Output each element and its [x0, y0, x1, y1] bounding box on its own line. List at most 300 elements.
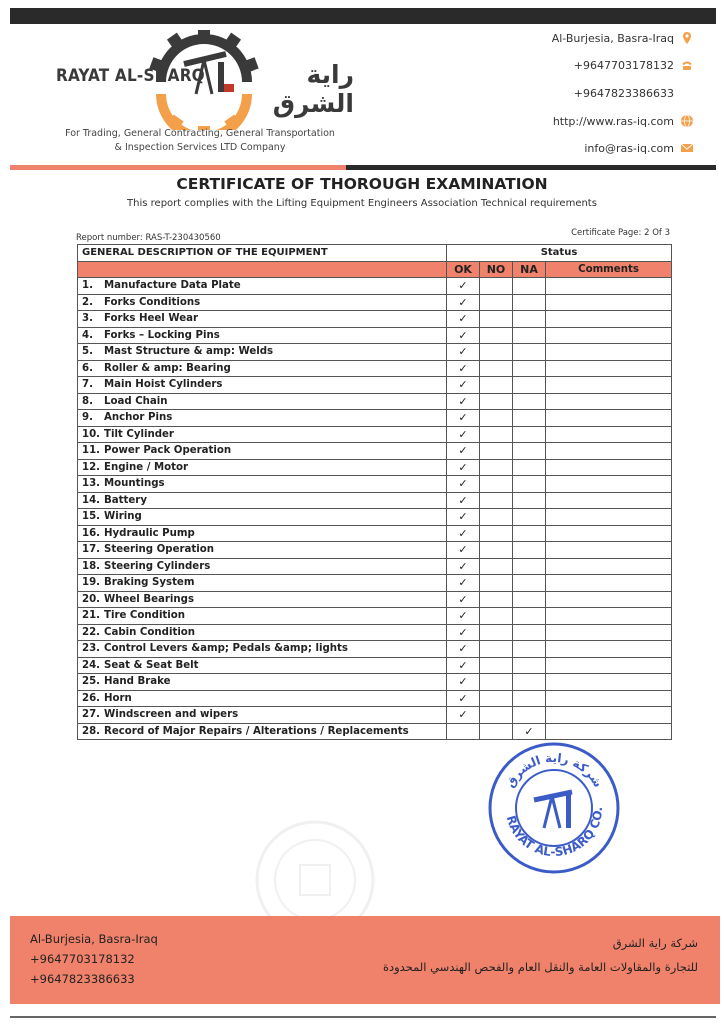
item-label: Hydraulic Pump	[104, 527, 195, 539]
check-mark-icon: ✓	[458, 394, 468, 408]
header-status: Status	[447, 245, 672, 262]
status-cell-na	[513, 690, 546, 707]
status-cell-na	[513, 558, 546, 575]
item-label: Tire Condition	[104, 610, 186, 622]
item-label: Cabin Condition	[104, 626, 196, 638]
status-cell-na	[513, 476, 546, 493]
check-mark-icon: ✓	[458, 411, 468, 425]
item-number: 3.	[82, 313, 93, 325]
column-ok: OK	[447, 261, 480, 278]
footer-band	[10, 916, 720, 1004]
table-header-row	[78, 245, 672, 262]
check-mark-icon: ✓	[458, 493, 468, 507]
check-mark-icon: ✓	[458, 658, 468, 672]
status-cell-ok	[447, 459, 480, 476]
column-na: NA	[513, 261, 546, 278]
item-description	[78, 344, 447, 361]
company-line-2: & Inspection Services LTD Company	[114, 142, 286, 153]
bottom-rule	[10, 1016, 716, 1018]
item-description	[78, 575, 447, 592]
check-mark-icon: ✓	[458, 675, 468, 689]
item-description	[78, 509, 447, 526]
footer-company-arabic: شركة راية الشرق	[612, 936, 698, 950]
status-cell-ok	[447, 509, 480, 526]
item-description	[78, 294, 447, 311]
item-number: 16.	[82, 527, 101, 539]
check-mark-icon: ✓	[458, 559, 468, 573]
item-label: Main Hoist Cylinders	[104, 379, 223, 391]
status-cell-na	[513, 591, 546, 608]
item-description	[78, 393, 447, 410]
item-number: 2.	[82, 296, 93, 308]
item-number: 17.	[82, 544, 101, 556]
status-cell-ok	[447, 443, 480, 460]
item-label: Control Levers &amp; Pedals &amp; lights	[104, 643, 348, 655]
status-cell-na	[513, 377, 546, 394]
item-description	[78, 690, 447, 707]
status-cell-na	[513, 327, 546, 344]
comment-cell	[546, 509, 672, 526]
table-row	[78, 443, 672, 460]
item-number: 1.	[82, 280, 93, 292]
comment-cell	[546, 608, 672, 625]
check-mark-icon: ✓	[458, 691, 468, 705]
status-cell-no	[480, 624, 513, 641]
certificate-subtitle: This report complies with the Lifting Equipment Engineers Association Technical requirements	[127, 198, 597, 209]
item-label: Engine / Motor	[104, 461, 189, 473]
status-cell-na	[513, 624, 546, 641]
status-cell-ok	[447, 344, 480, 361]
item-label: Wheel Bearings	[104, 593, 195, 605]
status-cell-na	[513, 410, 546, 427]
status-cell-ok	[447, 690, 480, 707]
item-label: Power Pack Operation	[104, 445, 232, 457]
status-cell-na	[513, 641, 546, 658]
header-description: GENERAL DESCRIPTION OF THE EQUIPMENT	[78, 245, 447, 262]
table-row	[78, 476, 672, 493]
status-cell-no	[480, 525, 513, 542]
item-number: 8.	[82, 395, 93, 407]
comment-cell	[546, 311, 672, 328]
status-cell-no	[480, 426, 513, 443]
status-cell-ok	[447, 327, 480, 344]
comment-cell	[546, 278, 672, 295]
item-label: Wiring	[104, 511, 142, 523]
item-number: 26.	[82, 692, 101, 704]
status-cell-no	[480, 591, 513, 608]
check-mark-icon: ✓	[458, 592, 468, 606]
check-mark-icon: ✓	[458, 510, 468, 524]
table-row	[78, 278, 672, 295]
table-row	[78, 492, 672, 509]
table-row	[78, 311, 672, 328]
item-label: Mast Structure & amp: Welds	[104, 346, 274, 358]
comment-cell	[546, 690, 672, 707]
status-cell-ok	[447, 492, 480, 509]
comment-cell	[546, 377, 672, 394]
status-cell-na	[513, 542, 546, 559]
status-cell-na	[513, 492, 546, 509]
item-number: 19.	[82, 577, 101, 589]
item-label: Forks Heel Wear	[104, 313, 199, 325]
item-number: 21.	[82, 610, 101, 622]
status-cell-ok	[447, 591, 480, 608]
item-number: 12.	[82, 461, 101, 473]
comment-cell	[546, 410, 672, 427]
subheader-blank	[78, 261, 447, 278]
item-number: 9.	[82, 412, 93, 424]
status-cell-na	[513, 723, 546, 740]
comment-cell	[546, 459, 672, 476]
company-logo	[54, 30, 354, 130]
item-number: 14.	[82, 494, 101, 506]
table-row	[78, 294, 672, 311]
status-cell-no	[480, 311, 513, 328]
item-description	[78, 525, 447, 542]
status-cell-no	[480, 657, 513, 674]
contact-address	[552, 31, 694, 45]
item-label: Hand Brake	[104, 676, 171, 688]
comment-cell	[546, 393, 672, 410]
status-cell-no	[480, 723, 513, 740]
item-description	[78, 707, 447, 724]
table-row	[78, 707, 672, 724]
comment-cell	[546, 591, 672, 608]
status-cell-no	[480, 707, 513, 724]
item-number: 13.	[82, 478, 101, 490]
comment-cell	[546, 327, 672, 344]
item-description	[78, 443, 447, 460]
item-description	[78, 674, 447, 691]
check-mark-icon: ✓	[458, 361, 468, 375]
item-label: Tilt Cylinder	[104, 428, 174, 440]
table-row	[78, 377, 672, 394]
item-description	[78, 278, 447, 295]
status-cell-na	[513, 344, 546, 361]
status-cell-na	[513, 525, 546, 542]
column-no: NO	[480, 261, 513, 278]
item-number: 23.	[82, 643, 101, 655]
table-row	[78, 393, 672, 410]
comment-cell	[546, 294, 672, 311]
company-stamp-icon	[486, 740, 622, 876]
item-label: Forks Conditions	[104, 296, 201, 308]
comment-cell	[546, 575, 672, 592]
header-divider-accent	[10, 165, 346, 170]
table-row	[78, 641, 672, 658]
status-cell-ok	[447, 657, 480, 674]
item-description	[78, 410, 447, 427]
table-row	[78, 525, 672, 542]
table-body	[78, 278, 672, 740]
check-mark-icon: ✓	[458, 295, 468, 309]
item-number: 24.	[82, 659, 101, 671]
table-row	[78, 591, 672, 608]
status-cell-no	[480, 377, 513, 394]
item-label: Manufacture Data Plate	[104, 280, 241, 292]
item-description	[78, 426, 447, 443]
comment-cell	[546, 723, 672, 740]
item-label: Seat & Seat Belt	[104, 659, 199, 671]
status-cell-ok	[447, 311, 480, 328]
comment-cell	[546, 657, 672, 674]
status-cell-no	[480, 327, 513, 344]
comment-cell	[546, 707, 672, 724]
status-cell-no	[480, 641, 513, 658]
item-number: 22.	[82, 626, 101, 638]
status-cell-no	[480, 344, 513, 361]
status-cell-ok	[447, 641, 480, 658]
contact-email[interactable]	[584, 141, 694, 155]
comment-cell	[546, 426, 672, 443]
table-row	[78, 690, 672, 707]
status-cell-ok	[447, 294, 480, 311]
check-mark-icon: ✓	[458, 477, 468, 491]
company-line-1: For Trading, General Contracting, General Transportation	[65, 128, 335, 139]
status-cell-no	[480, 492, 513, 509]
check-mark-icon: ✓	[458, 345, 468, 359]
status-cell-na	[513, 278, 546, 295]
status-cell-ok	[447, 377, 480, 394]
status-cell-na	[513, 707, 546, 724]
item-description	[78, 377, 447, 394]
stamp-text: RAYAT AL-SHARQ CO.	[503, 806, 606, 860]
status-cell-no	[480, 459, 513, 476]
location-pin-icon	[680, 31, 694, 45]
item-number: 10.	[82, 428, 101, 440]
table-row	[78, 558, 672, 575]
comment-cell	[546, 344, 672, 361]
status-cell-ok	[447, 608, 480, 625]
item-number: 18.	[82, 560, 101, 572]
table-row	[78, 509, 672, 526]
comment-cell	[546, 360, 672, 377]
table-row	[78, 459, 672, 476]
comment-cell	[546, 558, 672, 575]
item-number: 11.	[82, 445, 101, 457]
footer-address: Al-Burjesia, Basra-Iraq	[30, 932, 158, 946]
status-cell-no	[480, 558, 513, 575]
envelope-icon	[680, 141, 694, 155]
check-mark-icon: ✓	[458, 609, 468, 623]
status-cell-no	[480, 690, 513, 707]
item-description	[78, 459, 447, 476]
check-mark-icon: ✓	[458, 526, 468, 540]
comment-cell	[546, 641, 672, 658]
status-cell-ok	[447, 542, 480, 559]
status-cell-na	[513, 294, 546, 311]
contact-phone-1	[574, 58, 694, 72]
item-label: Windscreen and wipers	[104, 709, 239, 721]
check-mark-icon: ✓	[458, 444, 468, 458]
status-cell-no	[480, 410, 513, 427]
footer-phone-2: +9647823386633	[30, 972, 135, 986]
status-cell-no	[480, 608, 513, 625]
item-label: Mountings	[104, 478, 165, 490]
item-description	[78, 327, 447, 344]
item-description	[78, 492, 447, 509]
top-dark-bar	[10, 8, 716, 24]
email-link[interactable]: info@ras-iq.com	[584, 141, 674, 155]
item-description	[78, 591, 447, 608]
item-description	[78, 542, 447, 559]
table-row	[78, 360, 672, 377]
item-label: Steering Operation	[104, 544, 215, 556]
item-label: Record of Major Repairs / Alterations / Replacements	[104, 725, 409, 737]
check-mark-icon: ✓	[458, 378, 468, 392]
item-label: Steering Cylinders	[104, 560, 211, 572]
table-row	[78, 575, 672, 592]
status-cell-no	[480, 674, 513, 691]
status-cell-na	[513, 393, 546, 410]
table-row	[78, 426, 672, 443]
table-subheader-row	[78, 261, 672, 278]
comment-cell	[546, 542, 672, 559]
status-cell-ok	[447, 525, 480, 542]
status-cell-na	[513, 459, 546, 476]
comment-cell	[546, 624, 672, 641]
table-row	[78, 657, 672, 674]
check-mark-icon: ✓	[458, 576, 468, 590]
table-row	[78, 327, 672, 344]
check-mark-icon: ✓	[458, 279, 468, 293]
item-number: 27.	[82, 709, 101, 721]
status-cell-no	[480, 575, 513, 592]
status-cell-ok	[447, 278, 480, 295]
check-mark-icon: ✓	[458, 708, 468, 722]
comment-cell	[546, 443, 672, 460]
column-comments: Comments	[546, 261, 672, 278]
item-description	[78, 558, 447, 575]
status-cell-na	[513, 443, 546, 460]
status-cell-ok	[447, 410, 480, 427]
item-label: Horn	[104, 692, 132, 704]
status-cell-no	[480, 476, 513, 493]
comment-cell	[546, 492, 672, 509]
status-cell-no	[480, 443, 513, 460]
table-row	[78, 674, 672, 691]
status-cell-ok	[447, 360, 480, 377]
contact-phone-2	[574, 86, 694, 100]
equipment-table	[77, 244, 672, 740]
report-number: Report number: RAS-T-230430560	[76, 233, 221, 243]
certificate-title: CERTIFICATE OF THOROUGH EXAMINATION	[176, 175, 548, 193]
status-cell-no	[480, 294, 513, 311]
status-cell-no	[480, 278, 513, 295]
status-cell-ok	[447, 393, 480, 410]
status-cell-ok	[447, 707, 480, 724]
item-description	[78, 723, 447, 740]
comment-cell	[546, 674, 672, 691]
check-mark-icon: ✓	[458, 642, 468, 656]
check-mark-icon: ✓	[458, 312, 468, 326]
globe-icon	[680, 114, 694, 128]
item-description	[78, 641, 447, 658]
item-description	[78, 624, 447, 641]
check-mark-icon: ✓	[524, 724, 534, 738]
certificate-page-number: Certificate Page: 2 Of 3	[571, 228, 670, 238]
status-cell-na	[513, 360, 546, 377]
status-cell-ok	[447, 723, 480, 740]
item-number: 4.	[82, 329, 93, 341]
status-cell-na	[513, 509, 546, 526]
item-label: Braking System	[104, 577, 195, 589]
svg-text:RAYAT AL-SHARQ CO.	[504, 807, 605, 860]
telephone-icon	[680, 58, 694, 72]
check-mark-icon: ✓	[458, 460, 468, 474]
check-mark-icon: ✓	[458, 427, 468, 441]
table-row	[78, 344, 672, 361]
table-row	[78, 723, 672, 740]
item-description	[78, 311, 447, 328]
item-number: 20.	[82, 593, 101, 605]
status-cell-na	[513, 311, 546, 328]
item-description	[78, 608, 447, 625]
check-mark-icon: ✓	[458, 328, 468, 342]
status-cell-na	[513, 608, 546, 625]
status-cell-ok	[447, 476, 480, 493]
table-row	[78, 410, 672, 427]
item-label: Load Chain	[104, 395, 168, 407]
item-number: 15.	[82, 511, 101, 523]
status-cell-no	[480, 509, 513, 526]
stamp-text-arabic: شركة راية الشرق	[502, 750, 606, 790]
table-row	[78, 542, 672, 559]
table-row	[78, 624, 672, 641]
status-cell-no	[480, 360, 513, 377]
logo-text-arabic: راية الشرق	[272, 60, 354, 118]
address-text: Al-Burjesia, Basra-Iraq	[551, 31, 674, 45]
check-mark-icon: ✓	[458, 625, 468, 639]
check-mark-icon: ✓	[458, 543, 468, 557]
comment-cell	[546, 525, 672, 542]
status-cell-ok	[447, 624, 480, 641]
status-cell-ok	[447, 426, 480, 443]
status-cell-na	[513, 674, 546, 691]
item-number: 28.	[82, 725, 101, 737]
footer-phone-1: +9647703178132	[30, 952, 135, 966]
phone-2-text: +9647823386633	[573, 86, 674, 100]
header-divider-dark	[346, 165, 716, 170]
status-cell-na	[513, 657, 546, 674]
item-number: 25.	[82, 676, 101, 688]
comment-cell	[546, 476, 672, 493]
item-label: Battery	[104, 494, 147, 506]
item-number: 6.	[82, 362, 93, 374]
status-cell-ok	[447, 575, 480, 592]
item-label: Roller & amp: Bearing	[104, 362, 231, 374]
item-number: 7.	[82, 379, 93, 391]
status-cell-no	[480, 542, 513, 559]
spacer-icon	[680, 86, 694, 100]
item-number: 5.	[82, 346, 93, 358]
website-link[interactable]: http://www.ras-iq.com	[552, 114, 674, 128]
table-row	[78, 608, 672, 625]
status-cell-na	[513, 575, 546, 592]
item-label: Forks – Locking Pins	[104, 329, 220, 341]
item-description	[78, 476, 447, 493]
status-cell-na	[513, 426, 546, 443]
item-label: Anchor Pins	[104, 412, 173, 424]
status-cell-no	[480, 393, 513, 410]
item-description	[78, 657, 447, 674]
contact-website[interactable]	[553, 114, 694, 128]
logo-text-english: RAYAT AL-SHARQ	[56, 66, 205, 86]
phone-1-text: +9647703178132	[573, 58, 674, 72]
status-cell-ok	[447, 674, 480, 691]
footer-company-arabic-full: للتجارة والمقاولات العامة والنقل العام والفحص الهندسي المحدودة	[382, 960, 698, 974]
item-description	[78, 360, 447, 377]
